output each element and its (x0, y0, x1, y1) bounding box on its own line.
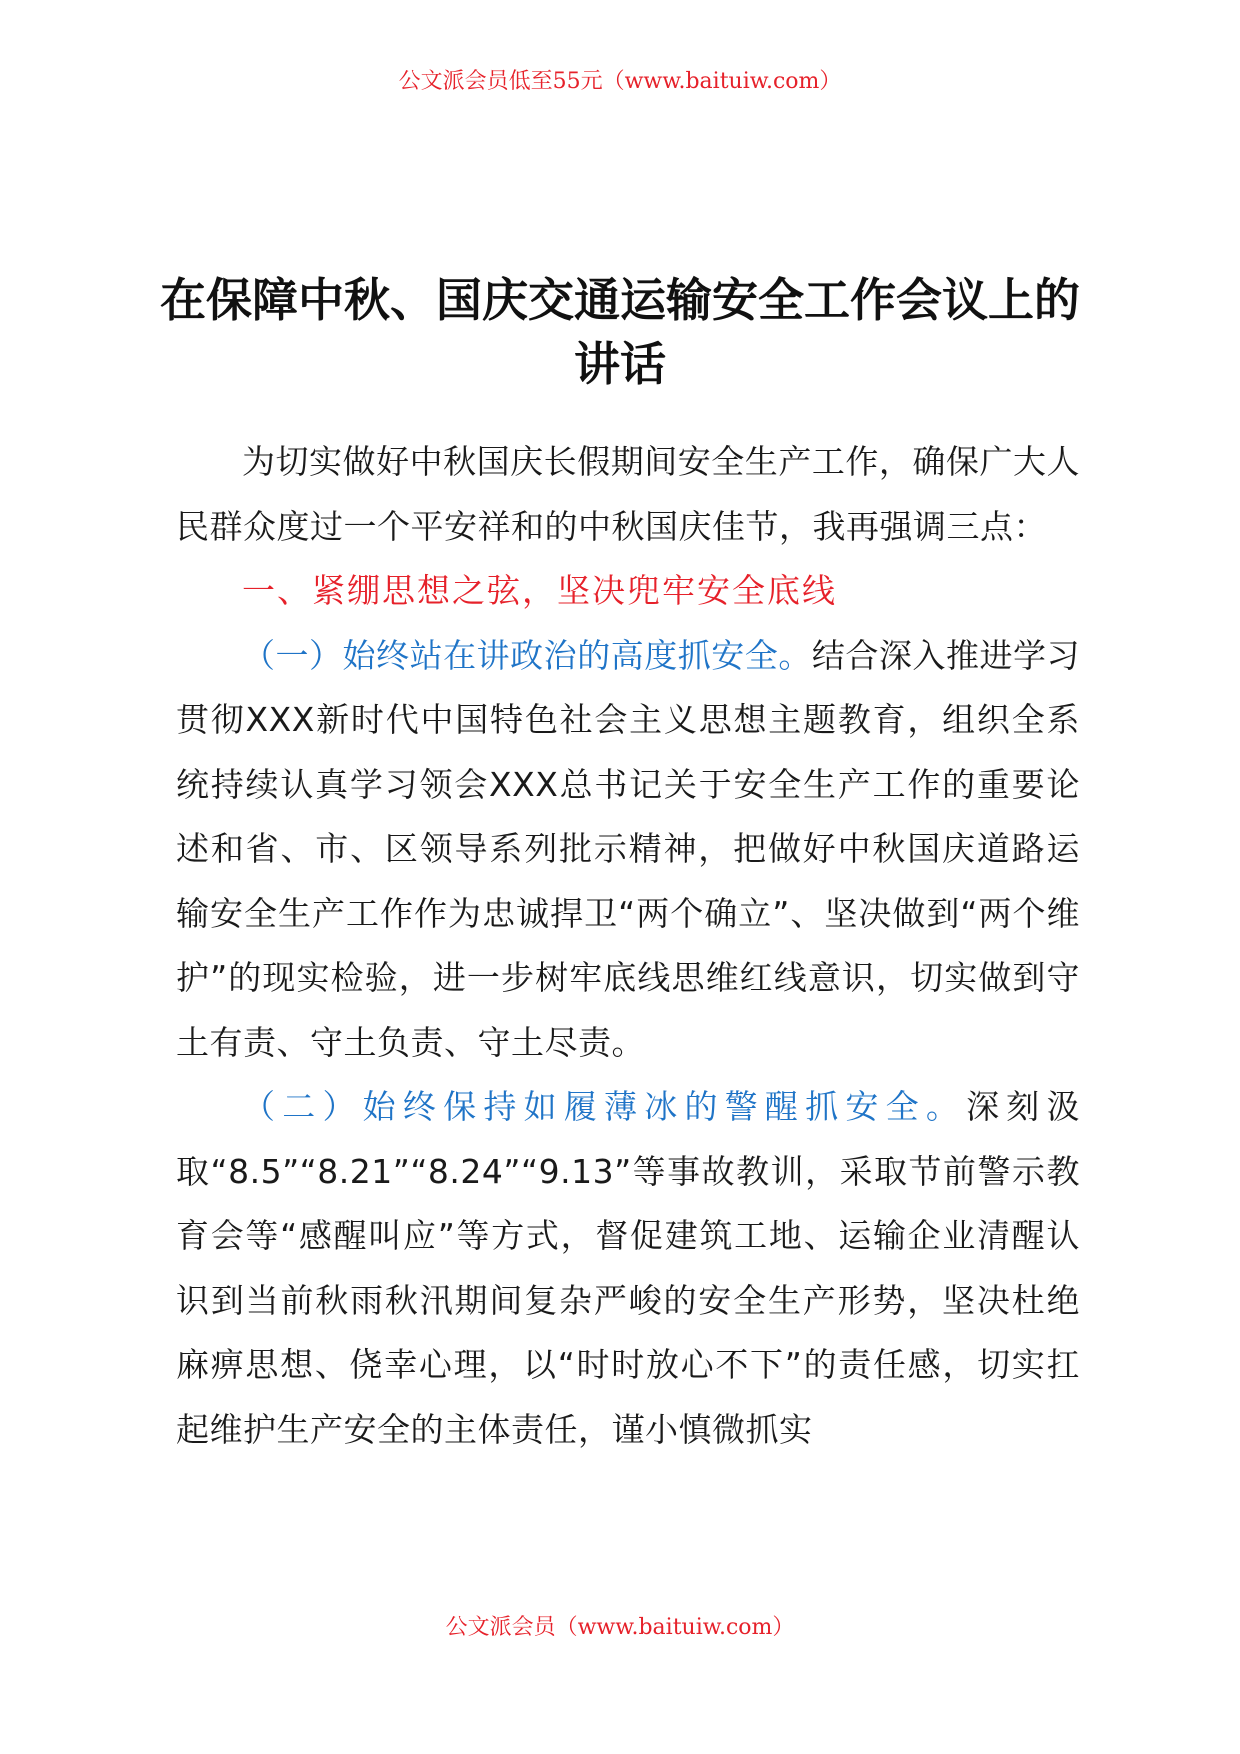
paragraph-item-1 (176, 624, 1080, 1076)
header-banner: 公文派会员低至55元（www.baituiw.com） (398, 69, 842, 94)
document-body (176, 430, 1080, 1462)
item-1-lead: （一）始终站在讲政治的高度抓安全。 (242, 635, 812, 675)
item-1-body: 结合深入推进学习贯彻XXX新时代中国特色社会主义思想主题教育，组织全系统持续认真学习领会XXX总书记关于安全生产工作的重要论述和省、市、区领导系列批示精神，把做好中秋国庆道路运输安全生产工作作为忠诚捍卫“两个确立”、坚决做到“两个维护”的现实检验，进一步树牢底线思维红线意识，切实做到守土有责、守土负责、守土尽责。 (176, 635, 1081, 1062)
item-2-lead: （二）始终保持如履薄冰的警醒抓安全。 (242, 1087, 967, 1126)
document-title: 在保障中秋、国庆交通运输安全工作会议上的讲话 (160, 273, 1080, 391)
item-2-body: 深刻汲取“8.5”“8.21”“8.24”“9.13”等事故教训，采取节前警示教育会等“感醒叫应”等方式，督促建筑工地、运输企业清醒认识到当前秋雨秋汛期间复杂严峻的安全生产形势，坚决杜绝麻痹思想、侥幸心理，以“时时放心不下”的责任感，切实扛起维护生产安全的主体责任，谨小慎微抓实 (176, 1087, 1081, 1449)
section-heading: 一、紧绷思想之弦，坚决兜牢安全底线 (242, 571, 837, 610)
footer-banner: 公文派会员（www.baituiw.com） (445, 1615, 795, 1640)
paragraph-item-2 (176, 1075, 1080, 1462)
intro-paragraph: 为切实做好中秋国庆长假期间安全生产工作，确保广大人民群众度过一个平安祥和的中秋国庆佳节，我再强调三点： (176, 442, 1080, 546)
